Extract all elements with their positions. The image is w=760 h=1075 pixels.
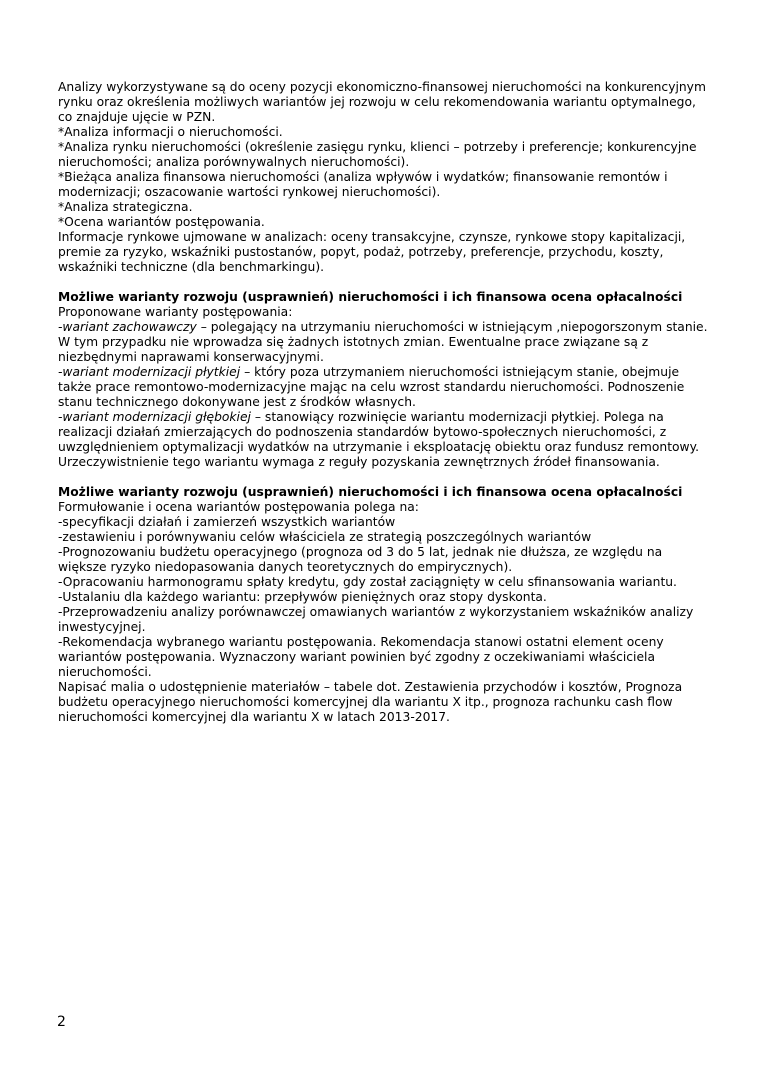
procedure-item: -specyfikacji działań i zamierzeń wszystkich wariantów [58, 515, 396, 529]
variant-paragraph [58, 320, 708, 365]
section2-intro: Proponowane warianty postępowania: [58, 305, 293, 319]
variant-description: – polegający na utrzymaniu nieruchomości w istniejącym ,niepogorszonym stanie. W tym przypadku nie wprowadza się żadnych istotnych zmian. Ewentualne prace związane są z niezbędnymi naprawami konserwacyjnymi. [58, 320, 708, 364]
analysis-item: *Bieżąca analiza finansowa nieruchomości (analiza wpływów i wydatków; finansowanie remontów i modernizacji; oszacowanie wartości rynkowej nieruchomości). [58, 170, 668, 199]
variant-name: -wariant modernizacji głębokiej [58, 410, 251, 424]
analysis-item: *Ocena wariantów postępowania. [58, 215, 265, 229]
procedure-item: -Przeprowadzeniu analizy porównawczej omawianych wariantów z wykorzystaniem wskaźników analizy inwestycyjnej. [58, 605, 694, 634]
section3-heading: Możliwe warianty rozwoju (usprawnień) nieruchomości i ich finansowa ocena opłacalności [58, 485, 683, 499]
variant-description: – który poza utrzymaniem nieruchomości istniejącym stanie, obejmuje także prace remontowo-modernizacyjne mając na celu wzrost standardu nieruchomości. Podnoszenie stanu technicznego dokonywane jest z środków własnych. [58, 365, 685, 409]
analysis-item: *Analiza rynku nieruchomości (określenie zasięgu rynku, klienci – potrzeby i preferencje; konkurencyjne nieruchomości; analiza porównywalnych nieruchomości). [58, 140, 697, 169]
variant-paragraph [58, 410, 708, 470]
market-info-paragraph: Informacje rynkowe ujmowane w analizach: oceny transakcyjne, czynsze, rynkowe stopy kapitalizacji, premie za ryzyko, wskaźniki pustostanów, popyt, podaż, potrzeby, preferencje, przychodu, koszty, wskaźniki techniczne (dla benchmarkingu). [58, 230, 686, 274]
procedure-item: -Prognozowaniu budżetu operacyjnego (prognoza od 3 do 5 lat, jednak nie dłuższa, ze względu na większe ryzyko niedopasowania danych teoretycznych do empirycznych). [58, 545, 663, 574]
materials-note: Napisać malia o udostępnienie materiałów – tabele dot. Zestawienia przychodów i kosztów, Prognoza budżetu operacyjnego nieruchomości komercyjnej dla wariantu X itp., prognoza rachunku cash flow nieruchomości komercyjnej dla wariantu X w latach 2013-2017. [58, 680, 683, 724]
variant-description: – stanowiący rozwinięcie wariantu modernizacji płytkiej. Polega na realizacji działań zmierzających do podnoszenia standardów bytowo-społecznych nieruchomości, z uwzględnieniem optymalizacji wydatków na utrzymanie i eksploatację obiektu oraz fundusz remontowy. Urzeczywistnienie tego wariantu wymaga z reguły pozyskania zewnętrznych źródeł finansowania. [58, 410, 700, 469]
procedure-item: -Opracowaniu harmonogramu spłaty kredytu, gdy został zaciągnięty w celu sfinansowania wariantu. [58, 575, 677, 589]
section3-intro: Formułowanie i ocena wariantów postępowania polega na: [58, 500, 419, 514]
paragraph-spacer [58, 275, 708, 290]
procedure-item: -zestawieniu i porównywaniu celów właściciela ze strategią poszczególnych wariantów [58, 530, 592, 544]
analysis-item: *Analiza strategiczna. [58, 200, 193, 214]
variant-name: -wariant modernizacji płytkiej [58, 365, 241, 379]
section2-heading: Możliwe warianty rozwoju (usprawnień) nieruchomości i ich finansowa ocena opłacalności [58, 290, 683, 304]
variant-name: -wariant zachowawczy [58, 320, 197, 334]
page-number: 2 [57, 1014, 66, 1030]
variant-paragraph [58, 365, 708, 410]
document-page [58, 80, 708, 725]
paragraph-spacer [58, 470, 708, 485]
analysis-item: *Analiza informacji o nieruchomości. [58, 125, 283, 139]
procedure-item: -Rekomendacja wybranego wariantu postępowania. Rekomendacja stanowi ostatni element oceny wariantów postępowania. Wyznaczony wariant powinien być zgodny z oczekiwaniami właściciela nieruchomości. [58, 635, 664, 679]
section1-intro: Analizy wykorzystywane są do oceny pozycji ekonomiczno-finansowej nieruchomości na konkurencyjnym rynku oraz określenia możliwych wariantów jej rozwoju w celu rekomendowania wariantu optymalnego, co znajduje ujęcie w PZN. [58, 80, 706, 124]
procedure-item: -Ustalaniu dla każdego wariantu: przepływów pieniężnych oraz stopy dyskonta. [58, 590, 547, 604]
